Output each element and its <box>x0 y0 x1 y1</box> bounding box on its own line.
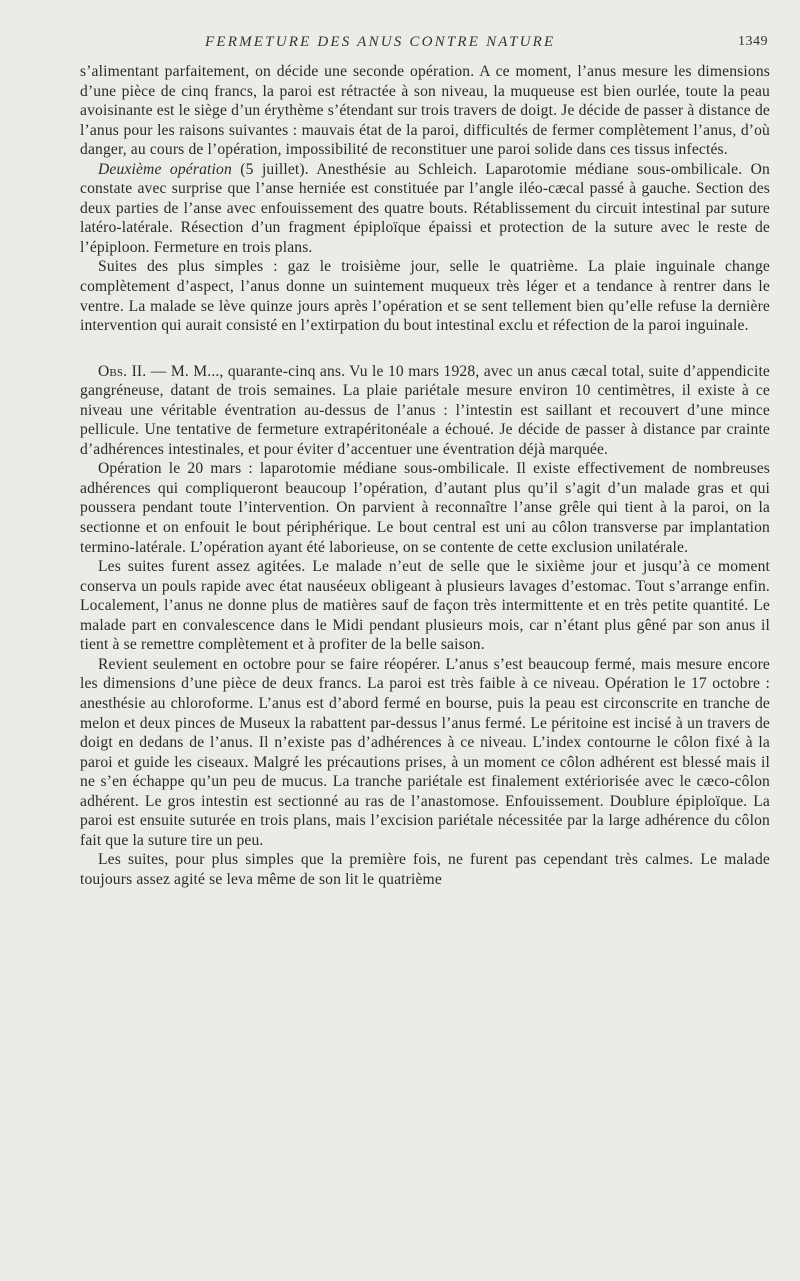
body-text <box>80 62 770 889</box>
page-number: 1349 <box>738 34 768 49</box>
observation-paragraph <box>80 362 770 460</box>
paragraph-text: — M. M..., quarante-cinq ans. Vu le 10 mars 1928, avec un anus cæcal total, suite d’appendicite gangréneuse, datant de trois semaines. La plaie pariétale mesure environ 10 centimètres, il existe à ce niveau une véritable éventration au-dessus de l’anus : l’intestin est saillant et recouvert d’une mince pellicule. Une tentative de fermeture extrapéritonéale a échoué. Je décide de passer à distance par crainte d’adhérences intestinales, et pour éviter d’accentuer une éventration déjà marquée. <box>80 362 771 458</box>
running-title: FERMETURE DES ANUS CONTRE NATURE <box>205 34 556 50</box>
paragraph-text: (5 juillet). Anesthésie au Schleich. Laparotomie médiane sous-ombilicale. On constate avec surprise que l’anse herniée est constituée par l’angle iléo-cæcal passé à gauche. Section des deux parties de l’anse avec enfouissement des quatre bouts. Rétablissement du circuit intestinal par suture latéro-latérale. Résection d’un fragment épiploïque épaissi et protection de la suture avec le reste de l’épiploon. Fermeture en trois plans. <box>80 160 770 256</box>
observation-label: Obs. II. <box>98 362 147 380</box>
paragraph: Les suites furent assez agitées. Le malade n’eut de selle que le sixième jour et jusqu’à ce moment conserva un pouls rapide avec état nauséeux obligeant à plusieurs lavages d’estomac. Tout s’arrange enfin. Localement, l’anus ne donne plus de matières sauf de façon très intermittente et en très petite quantité. Le malade part en convalescence dans le Midi pendant plusieurs mois, car n’étant plus gêné par son anus il tient à se remettre complètement et à profiter de la belle saison. <box>80 558 770 654</box>
paragraph: Les suites, pour plus simples que la première fois, ne furent pas cependant très calmes. Le malade toujours assez agité se leva même de son lit le quatrième <box>80 851 770 888</box>
paragraph: s’alimentant parfaitement, on décide une seconde opération. A ce moment, l’anus mesure les dimensions d’une pièce de cinq francs, la paroi est rétractée à son niveau, la muqueuse est bien ourlée, toute la peau avoisinante est le siège d’un érythème s’étendant sur trois travers de doigt. Je décide de passer à distance de l’anus pour les raisons suivantes : mauvais état de la paroi, difficultés de fermer complètement l’anus, d’où danger, au cours de l’opération, impossibilité de reconstituer une paroi solide dans ces tissus infectés. <box>80 63 770 159</box>
paragraph: Suites des plus simples : gaz le troisième jour, selle le quatrième. La plaie inguinale change complètement d’aspect, l’anus donne un suintement muqueux très léger et a tendance à rentrer dans le ventre. La malade se lève quinze jours après l’opération et se sent tellement bien qu’elle refuse la dernière intervention qui aurait consisté en l’extirpation du bout intestinal exclu et réfection de la paroi inguinale. <box>80 258 770 335</box>
paragraph: Opération le 20 mars : laparotomie médiane sous-ombilicale. Il existe effectivement de nombreuses adhérences qui compliqueront beaucoup l’opération, d’autant plus qu’il s’agit d’un malade gras et qui poussera pendant toute l’intervention. On parvient à reconnaître l’anse grêle qui tient à la paroi, on la sectionne et on enfouit le bout périphérique. Le bout central est uni au côlon transverse par implantation termino-latérale. L’opération ayant été laborieuse, on se contente de cette exclusion unilatérale. <box>80 460 770 556</box>
running-header <box>80 34 770 58</box>
paragraph: Revient seulement en octobre pour se faire réopérer. L’anus s’est beaucoup fermé, mais mesure encore les dimensions d’une pièce de deux francs. La paroi est très faible à ce niveau. Opération le 17 octobre : anesthésie au chloroforme. L’anus est d’abord fermé en bourse, puis la peau est circonscrite en tranche de melon et deux pinces de Museux la rabattent par-dessus l’anus fermé. Le péritoine est incisé à un travers de doigt en dedans de l’anus. Il n’existe pas d’adhérences à ce niveau. L’index contourne le côlon fixé à la paroi et guide les ciseaux. Malgré les précautions prises, à un moment ce côlon adhérent est blessé mais il ne s’en échappe qu’un peu de mucus. La tranche pariétale est finalement extériorisée avec le cæco-côlon adhérent. Le gros intestin est sectionné au ras de l’anastomose. Enfouissement. Doublure épiploïque. La paroi est ensuite suturée en trois plans, mais l’excision pariétale nécessitée par la large adhérence du côlon fait que la suture tire un peu. <box>80 655 770 849</box>
paragraph-lead: Deuxième opération <box>98 160 232 178</box>
paragraph <box>80 160 770 258</box>
